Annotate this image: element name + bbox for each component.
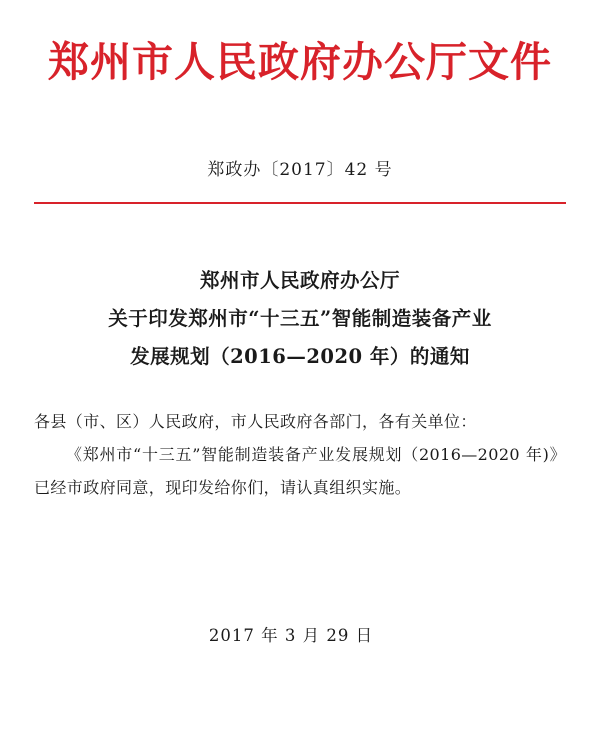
recipients-line: 各县（市、区）人民政府，市人民政府各部门，各有关单位： [34, 412, 477, 432]
document-title [34, 262, 566, 376]
title-line-issuer: 郑州市人民政府办公厅 [199, 269, 400, 292]
red-divider-rule [34, 202, 566, 204]
issue-date: 2017 年 3 月 29 日 [208, 626, 374, 646]
title-line-subject-2: 发展规划（2016—2020 年）的通知 [130, 345, 470, 369]
document-masthead: 郑州市人民政府办公厅文件 [48, 38, 552, 86]
document-body [34, 406, 566, 504]
body-paragraph: 《郑州市“十三五”智能制造装备产业发展规划（2016—2020 年)》已经市政府同意，现印发给你们，请认真组织实施。 [34, 444, 566, 497]
title-line-subject-1: 关于印发郑州市“十三五”智能制造装备产业 [108, 307, 492, 331]
document-number: 郑政办〔2017〕42 号 [207, 160, 393, 180]
